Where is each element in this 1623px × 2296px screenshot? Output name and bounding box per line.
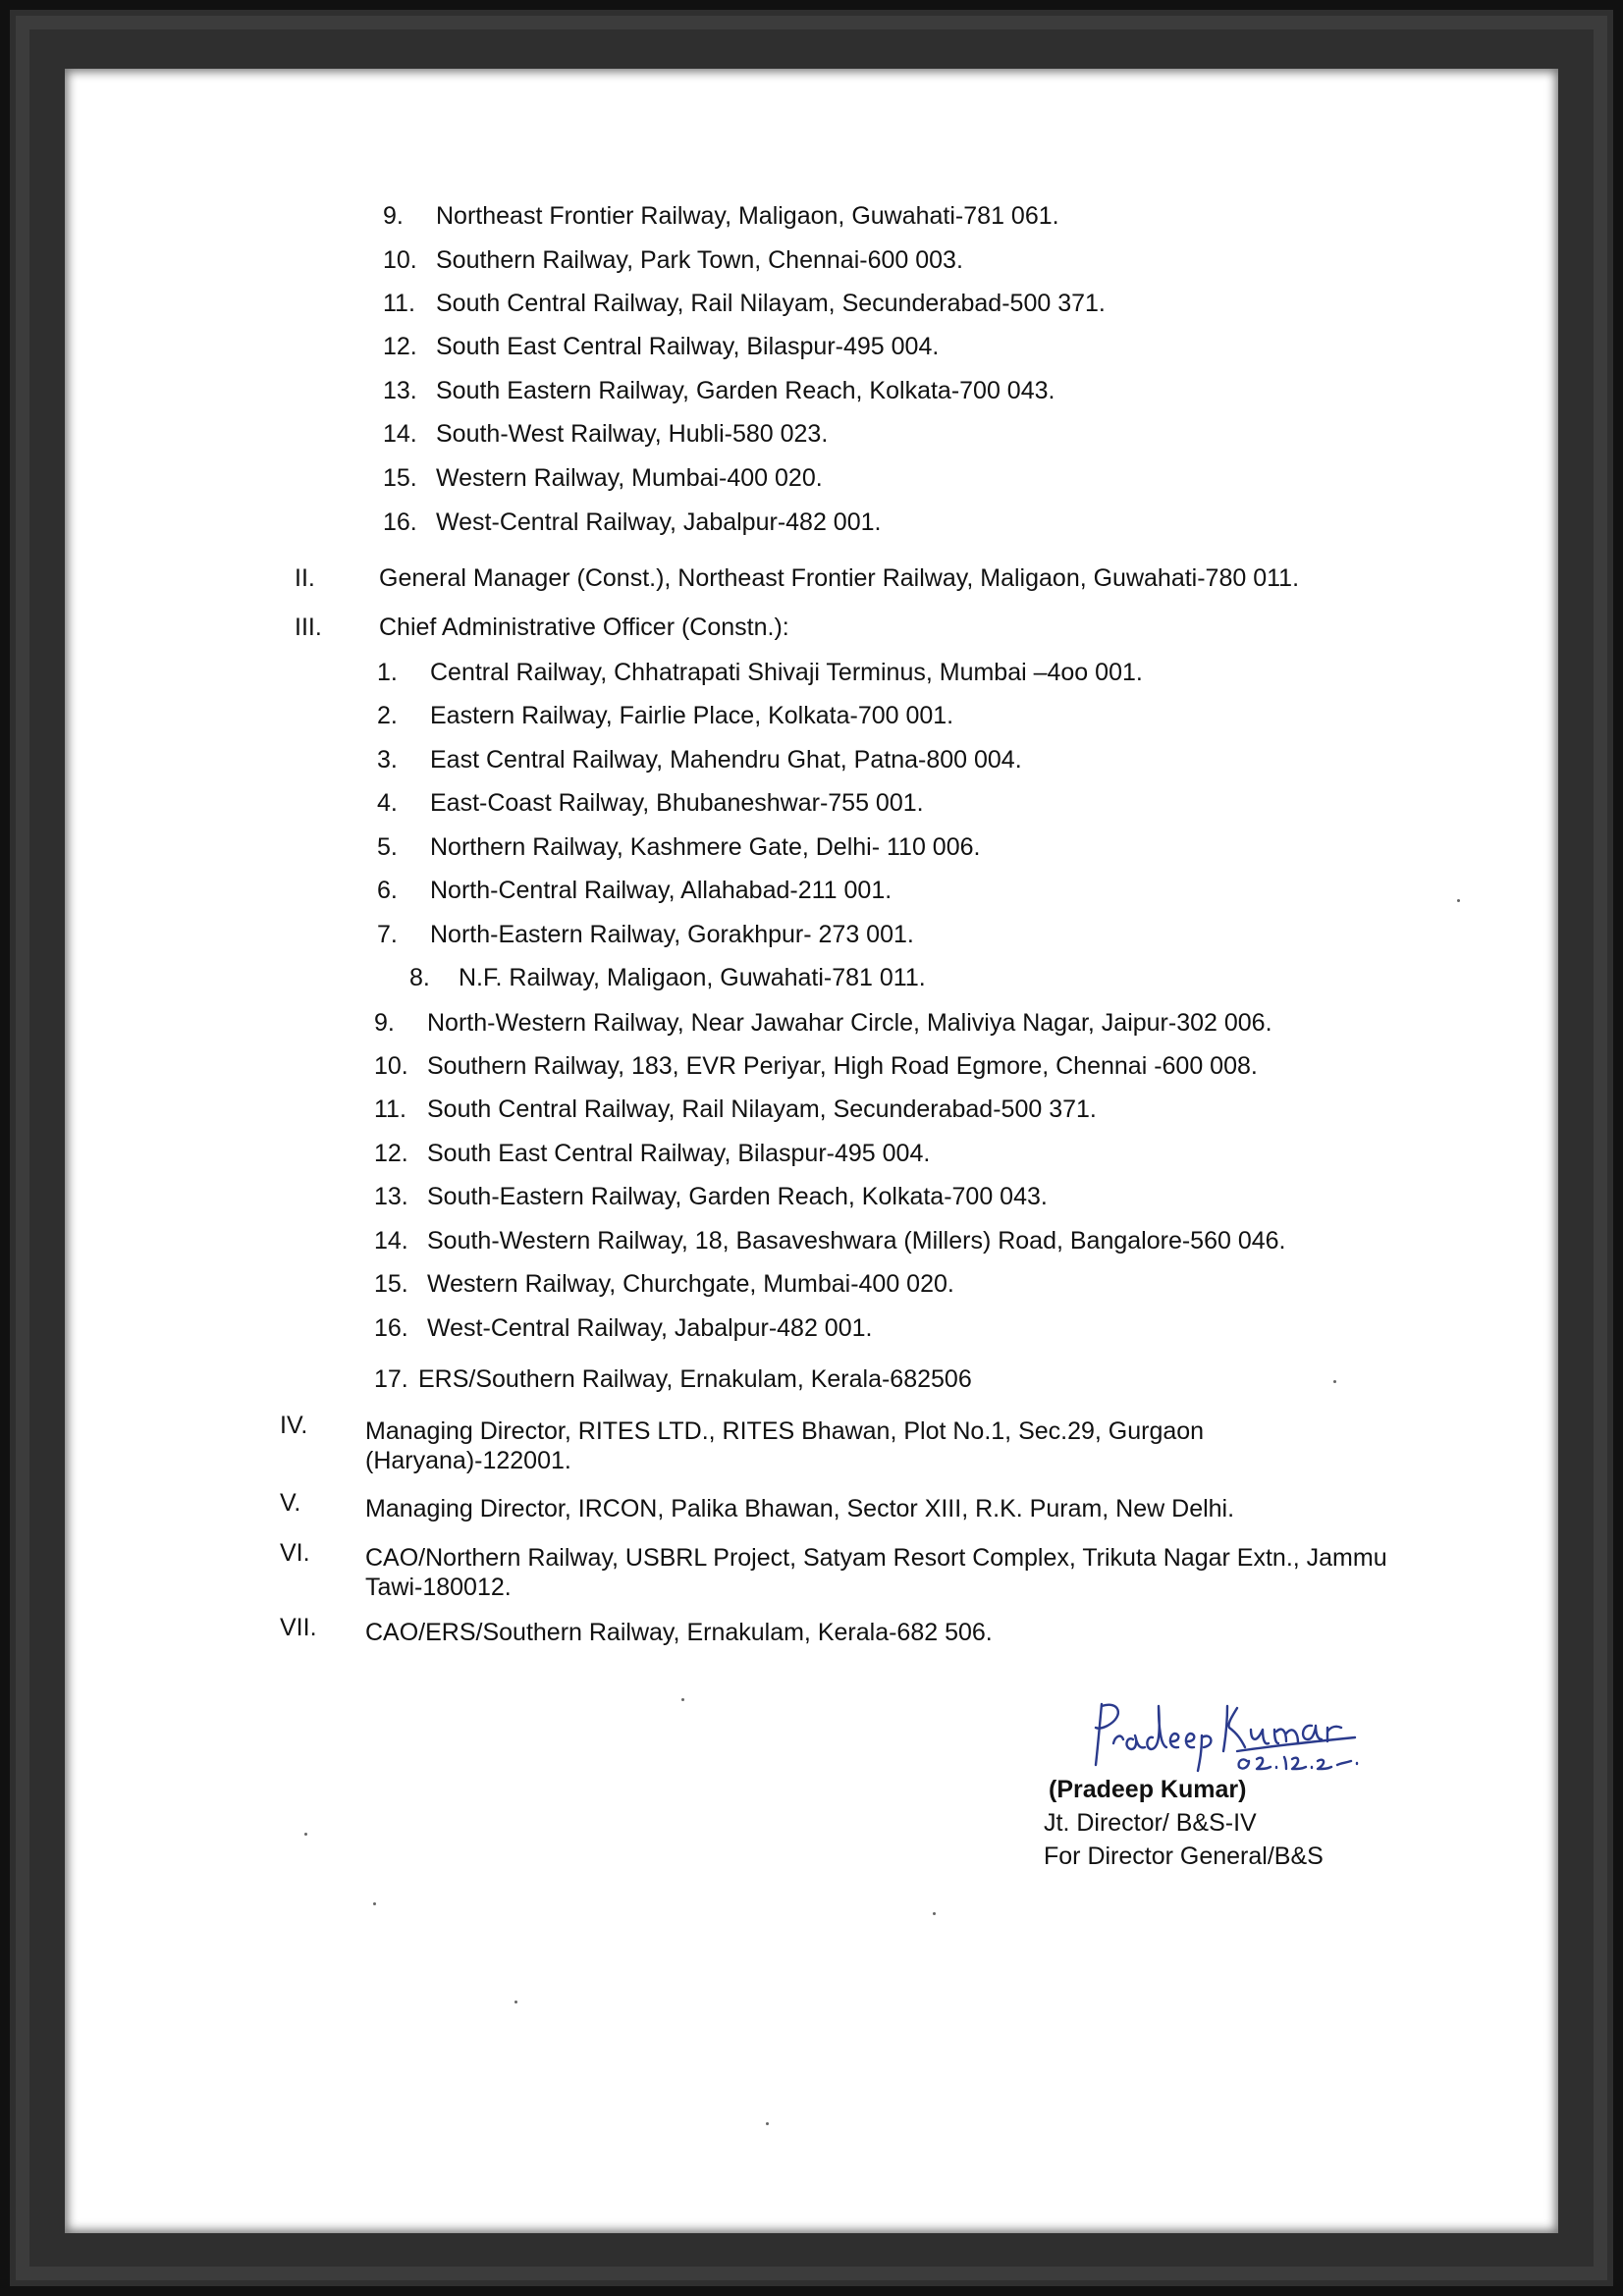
section-v-number: V. [280, 1489, 301, 1517]
scan-speck [933, 1912, 936, 1915]
scan-speck [681, 1698, 684, 1701]
section-vii-number: VII. [280, 1614, 317, 1641]
signatory-name: (Pradeep Kumar) [1049, 1776, 1247, 1803]
scan-speck [1333, 1380, 1336, 1383]
scan-speck [304, 1833, 307, 1836]
scan-speck [514, 2001, 517, 2003]
section-iv-text: Managing Director, RITES LTD., RITES Bhawan, Plot No.1, Sec.29, Gurgaon (Haryana)-122001. [365, 1417, 1205, 1474]
scan-speck [766, 2122, 769, 2125]
section-v-text: Managing Director, IRCON, Palika Bhawan, Sector XIII, R.K. Puram, New Delhi. [365, 1495, 1235, 1522]
section-iv-number: IV. [280, 1412, 308, 1439]
scan-speck [373, 1902, 376, 1905]
handwritten-signature [1090, 1696, 1365, 1775]
scan-speck [1457, 899, 1460, 902]
signatory-for-line: For Director General/B&S [1044, 1842, 1324, 1870]
section-vi-number: VI. [280, 1539, 310, 1567]
section-vii-text: CAO/ERS/Southern Railway, Ernakulam, Kerala-682 506. [365, 1619, 993, 1646]
section-vi-text: CAO/Northern Railway, USBRL Project, Satyam Resort Complex, Trikuta Nagar Extn., Jammu Tawi-180012. [365, 1544, 1387, 1601]
signatory-designation: Jt. Director/ B&S-IV [1044, 1809, 1257, 1837]
